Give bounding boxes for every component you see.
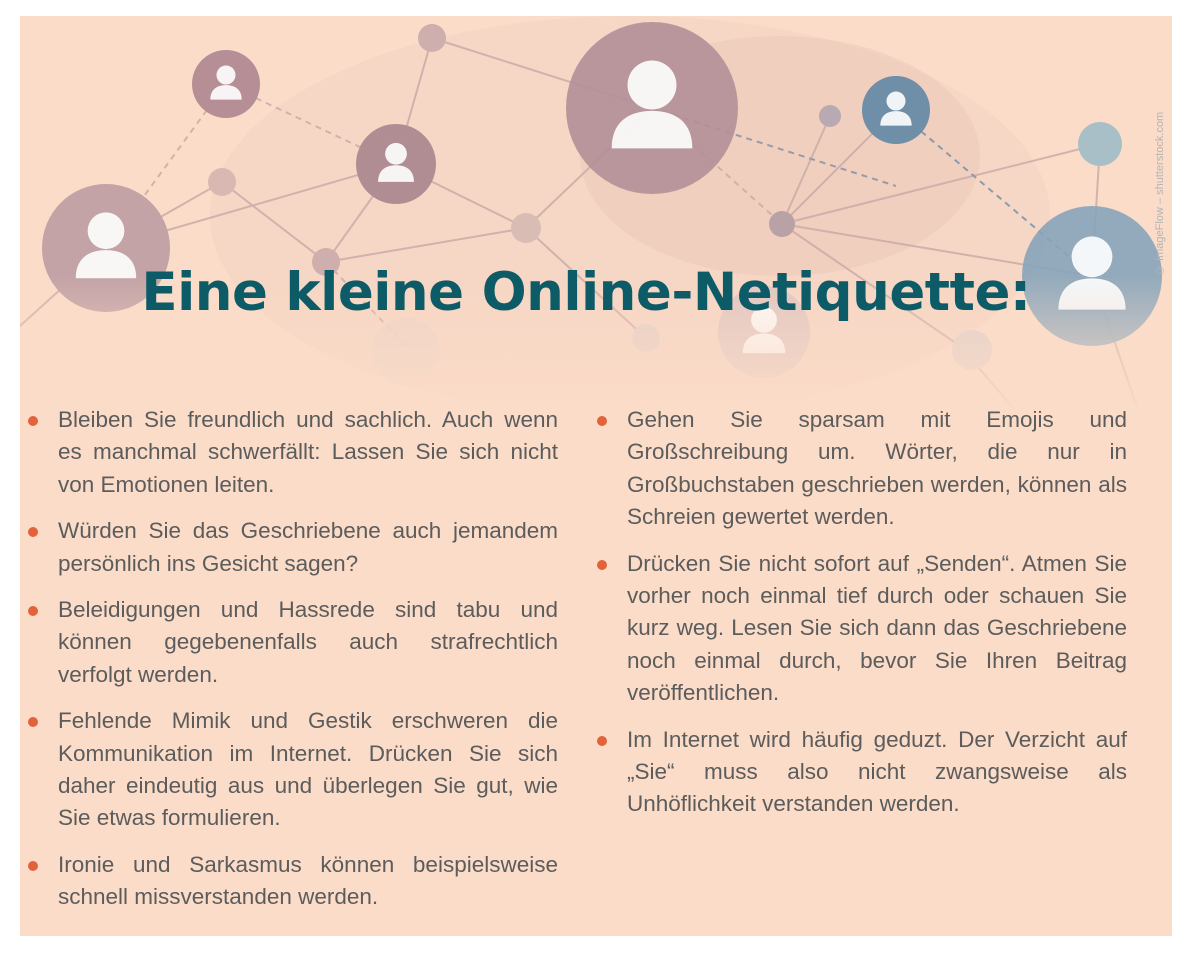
list-item-text: Würden Sie das Geschriebene auch jemandem persönlich ins Gesicht sagen? — [58, 518, 558, 576]
network-illustration — [20, 16, 1172, 416]
bullet-icon — [28, 861, 38, 871]
list-item-text: Gehen Sie sparsam mit Emojis und Großschreibung um. Wörter, die nur in Großbuchstaben geschrieben werden, können als Schreien gewertet werden. — [627, 407, 1127, 530]
bullet-icon — [28, 606, 38, 616]
list-item-text: Bleiben Sie freundlich und sachlich. Auch wenn es manchmal schwerfällt: Lassen Sie sich nicht von Emotionen leiten. — [58, 407, 558, 497]
bullet-icon — [28, 717, 38, 727]
bullet-icon — [597, 416, 607, 426]
image-credit: © ImageFlow – shutterstock.com — [1154, 111, 1166, 276]
bullet-icon — [597, 560, 607, 570]
list-item — [28, 594, 558, 691]
list-item — [28, 705, 558, 835]
list-item — [28, 515, 558, 580]
list-item — [28, 404, 558, 501]
bullet-icon — [28, 416, 38, 426]
list-item-text: Ironie und Sarkasmus können beispielsweise schnell missverstanden werden. — [58, 851, 558, 910]
list-item — [597, 404, 1127, 534]
list-item — [597, 548, 1127, 710]
left-column-list — [28, 404, 558, 928]
list-item-text: Im Internet wird häufig geduzt. Der Verzicht auf „Sie“ muss also nicht zwangsweise als Unhöflichkeit verstanden werden. — [627, 726, 1127, 817]
list-item-text: Drücken Sie nicht sofort auf „Senden“. Atmen Sie vorher noch einmal tief durch oder schauen Sie kurz weg. Lesen Sie sich dann das Geschriebene noch einmal durch, bevor Sie Ihren Beitrag veröffentlichen. — [627, 550, 1127, 706]
right-column-list — [597, 404, 1127, 835]
list-item — [28, 849, 558, 914]
list-item — [597, 724, 1127, 821]
bullet-icon — [28, 527, 38, 537]
bullet-icon — [597, 736, 607, 746]
list-item-text: Beleidigungen und Hassrede sind tabu und können gegebenenfalls auch strafrechtlich verfolgt werden. — [58, 597, 558, 687]
list-item-text: Fehlende Mimik und Gestik erschweren die Kommunikation im Internet. Drücken Sie sich daher eindeutig aus und überlegen Sie gut, wie Sie etwas formulieren. — [58, 708, 558, 831]
page-title: Eine kleine Online-Netiquette: — [141, 262, 1031, 323]
